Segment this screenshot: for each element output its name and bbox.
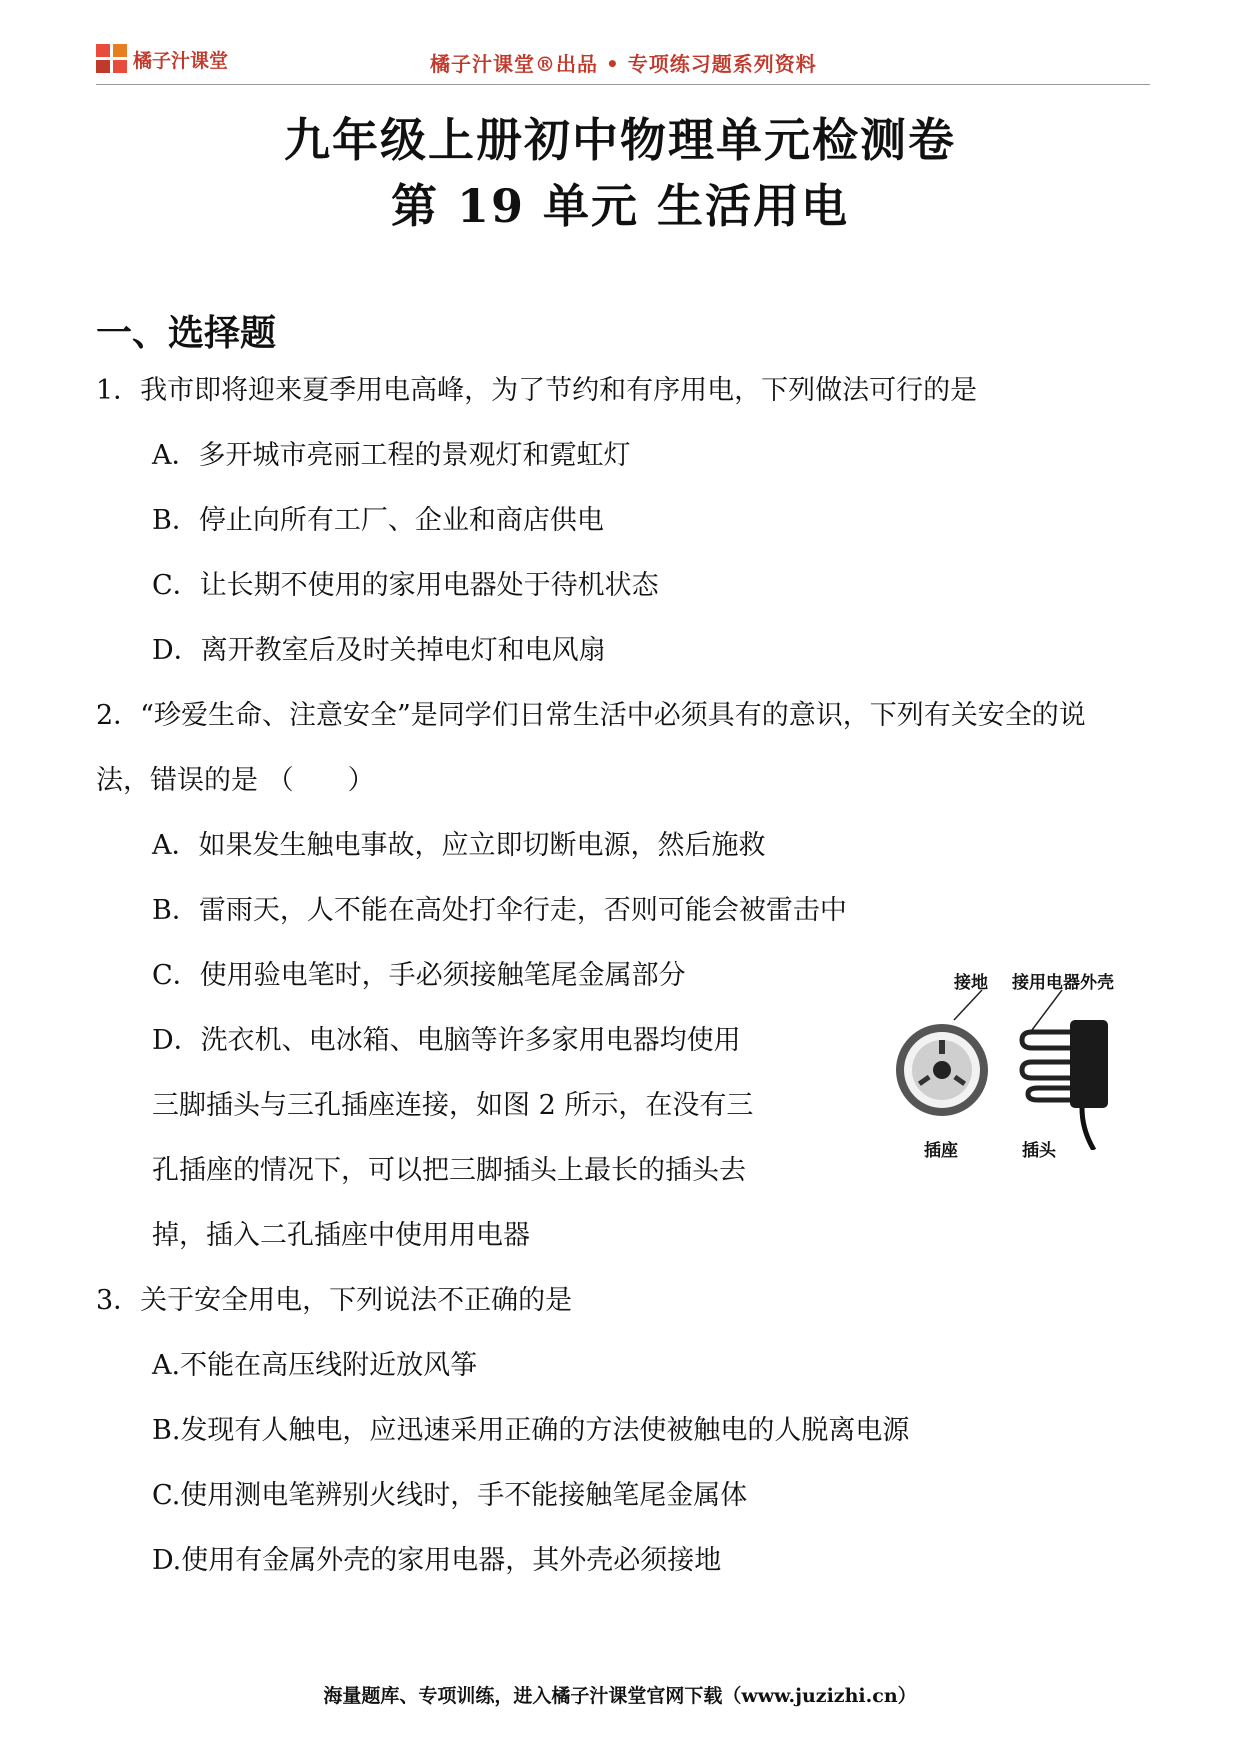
question-2-option-d: D．洗衣机、电冰箱、电脑等许多家用电器均使用 [152,1025,741,1056]
brand-name: 橘子汁课堂 [133,50,229,72]
section-heading: 一、选择题 [96,312,277,354]
page-footer: 海量题库、专项训练，进入橘子汁课堂官网下载（www.juzizhi.cn） [323,1685,917,1707]
question-2-option-b: B．雷雨天，人不能在高处打伞行走，否则可能会被雷击中 [152,895,847,926]
question-3-option-d: D.使用有金属外壳的家用电器，其外壳必须接地 [152,1545,722,1576]
question-3-stem: 3．关于安全用电，下列说法不正确的是 [96,1285,573,1316]
page-title: 九年级上册初中物理单元检测卷 [284,113,956,167]
brand-logo-icon [96,44,128,74]
question-2-option-d-cont-3: 掉，插入二孔插座中使用用电器 [152,1220,530,1251]
question-2-stem-cont: 法，错误的是 （ ） [96,765,375,796]
question-2-option-a: A．如果发生触电事故，应立即切断电源，然后施救 [152,830,766,861]
page-subtitle: 第 19 单元 生活用电 [390,179,850,233]
question-3-option-b: B.发现有人触电，应迅速采用正确的方法使被触电的人脱离电源 [152,1415,910,1446]
socket-plug-icon [882,990,1152,1150]
question-3-option-a: A.不能在高压线附近放风筝 [152,1350,478,1381]
socket-plug-figure [882,968,1152,1161]
question-1-option-a: A．多开城市亮丽工程的景观灯和霓虹灯 [152,440,631,471]
figure-label-plug: 插头 [1022,1141,1056,1161]
header-divider [96,84,1150,85]
question-2-option-d-cont-1: 三脚插头与三孔插座连接，如图 2 所示，在没有三 [152,1090,754,1121]
question-1-option-b: B．停止向所有工厂、企业和商店供电 [152,505,604,536]
figure-label-casing: 接用电器外壳 [1012,973,1114,993]
question-2-option-c: C．使用验电笔时，手必须接触笔尾金属部分 [152,960,686,991]
question-1-option-d: D．离开教室后及时关掉电灯和电风扇 [152,635,606,666]
question-2-stem: 2．“珍爱生命、注意安全”是同学们日常生活中必须具有的意识，下列有关安全的说 [96,700,1086,731]
figure-label-ground: 接地 [954,973,988,993]
question-1-option-c: C．让长期不使用的家用电器处于待机状态 [152,570,659,601]
question-2-option-d-cont-2: 孔插座的情况下，可以把三脚插头上最长的插头去 [152,1155,746,1186]
question-3-option-c: C.使用测电笔辨别火线时，手不能接触笔尾金属体 [152,1480,748,1511]
question-1-stem: 1．我市即将迎来夏季用电高峰，为了节约和有序用电，下列做法可行的是 [96,375,978,406]
header-slogan: 橘子汁课堂®出品 • 专项练习题系列资料 [430,52,817,76]
figure-label-socket: 插座 [924,1141,958,1161]
